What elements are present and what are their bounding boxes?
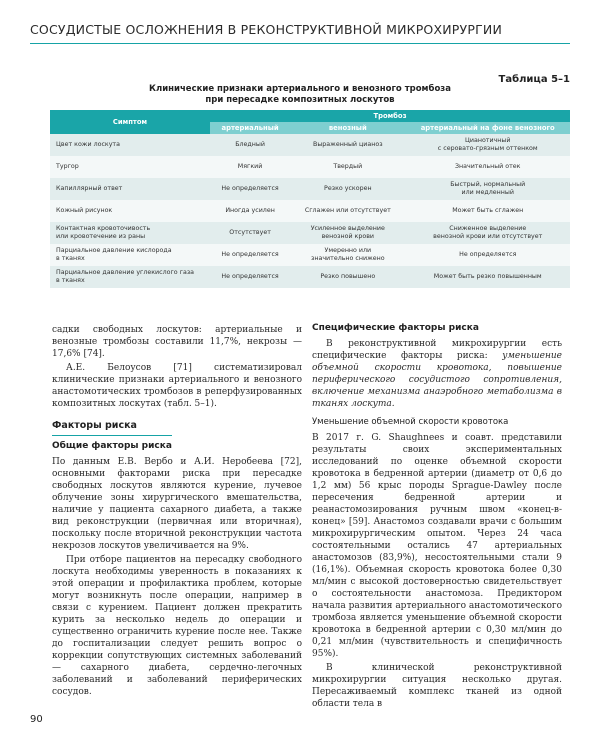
right-column: [312, 318, 562, 712]
table-row: [50, 178, 570, 200]
paragraph: В 2017 г. G. Shaughnees и соавт. представили результаты своих экспериментальных исследований по оценке объемной скорости кровотока в бедренной артерии (диаметр от 0,6 до 1,2 мм) 56 крыс породы Sprague-Dawley после пересечения бедренной артерии и реанастомозирования ручным швом «конец-в-конец» [59]. Анастомоз создавали врачи с большим микрохирургическим опытом. Через 24 часа состоятельными остались 47 артериальных анастомозов (83,9%), несостоятельными стали 9 (16,1%). Объемная скорость кровотока более 0,30 мл/мин с высокой достоверностью свидетельствует о состоятельности анастомоза. Предиктором начала развития артериального анастомотического тромбоза является уменьшение объемной скорости кровотока в бедренной артерии с 0,30 мл/мин до 0,21 мл/мин (чувствительность и специфичность 95%).: [312, 433, 562, 659]
subsection-heading: Специфические факторы риска: [312, 323, 479, 333]
paragraph: А.Е. Белоусов [71] систематизировал клинические признаки артериального и венозного анастомотических тромбозов в реперфузированных композитных лоскутах (табл. 5–1).: [52, 363, 302, 409]
cell-symptom: Тургор: [50, 156, 210, 178]
section-heading: Факторы риска: [52, 420, 137, 431]
cell-arterial-venous: Не определяется: [405, 244, 570, 266]
paragraph: В клинической реконструктивной микрохирургии ситуация несколько другая. Пересаживаемый комплекс тканей из одной области тела в: [312, 663, 562, 709]
cell-symptom: Кожный рисунок: [50, 200, 210, 222]
cell-arterial: Отсутствует: [210, 222, 290, 244]
table-row: [50, 156, 570, 178]
cell-arterial: Иногда усилен: [210, 200, 290, 222]
table-row: [50, 134, 570, 156]
table-label: Таблица 5–1: [498, 74, 570, 85]
cell-venous: Выраженный цианоз: [290, 134, 405, 156]
paragraph-emphasis: уменьшение объемной скорости кровотока, повышение периферического сосудистого сопротивления, включение механизма анаэробного метаболизма в тканях лоскута.: [312, 351, 562, 409]
paragraph: При отборе пациентов на пересадку свободного лоскута необходимы уверенность в показаниях к этой операции и профилактика проблем, которые могут возникнуть после операции, например в связи с курением. Пациент должен прекратить курить за несколько недель до операции и существенно ограничить курение после нее. Также до госпитализации следует решить вопрос о коррекции сопутствующих системных заболеваний — сахарного диабета, сердечно-легочных заболеваний и заболеваний периферических сосудов.: [52, 555, 302, 697]
cell-venous: Твердый: [290, 156, 405, 178]
header-divider: [30, 43, 570, 44]
table-row: [50, 244, 570, 266]
cell-venous: Умеренно или значительно снижено: [290, 244, 405, 266]
cell-arterial: Не определяется: [210, 178, 290, 200]
cell-arterial-venous: Быстрый, нормальный или медленный: [405, 178, 570, 200]
heading-rule: [52, 435, 172, 436]
cell-arterial: Не определяется: [210, 244, 290, 266]
header-thrombosis: Тромбоз: [210, 110, 570, 122]
cell-symptom: Цвет кожи лоскута: [50, 134, 210, 156]
cell-arterial-venous: Может быть резко повышенным: [405, 266, 570, 288]
thrombosis-signs-table: [50, 110, 570, 288]
cell-venous: Резко повышено: [290, 266, 405, 288]
table-title: [0, 84, 600, 106]
cell-arterial: Бледный: [210, 134, 290, 156]
paragraph: [312, 338, 562, 410]
cell-venous: Усиленное выделение венозной крови: [290, 222, 405, 244]
cell-arterial-venous: Сниженное выделение венозной крови или отсутствует: [405, 222, 570, 244]
header-venous: венозный: [290, 122, 405, 134]
cell-symptom: Капиллярный ответ: [50, 178, 210, 200]
paragraph: садки свободных лоскутов: артериальные и венозные тромбозы составили 11,7%, некрозы — 17,6% [74].: [52, 325, 302, 359]
cell-arterial-venous: Может быть сглажен: [405, 200, 570, 222]
page-number: 90: [30, 714, 43, 725]
cell-venous: Сглажен или отсутствует: [290, 200, 405, 222]
subsection-heading: Общие факторы риска: [52, 441, 172, 451]
table-title-line-1: Клинические признаки артериального и венозного тромбоза: [149, 84, 451, 94]
table-row: [50, 200, 570, 222]
cell-symptom: Контактная кровоточивость или кровотечение из раны: [50, 222, 210, 244]
table-title-line-2: при пересадке композитных лоскутов: [205, 95, 395, 105]
subsubsection-heading: Уменьшение объемной скорости кровотока: [312, 417, 509, 427]
cell-symptom: Парциальное давление кислорода в тканях: [50, 244, 210, 266]
table-row: [50, 266, 570, 288]
running-header-title: СОСУДИСТЫЕ ОСЛОЖНЕНИЯ В РЕКОНСТРУКТИВНОЙ МИКРОХИРУРГИИ: [30, 22, 502, 37]
header-arterial-venous: артериальный на фоне венозного: [405, 122, 570, 134]
cell-venous: Резко ускорен: [290, 178, 405, 200]
left-column: [52, 324, 302, 700]
cell-arterial: Не определяется: [210, 266, 290, 288]
paragraph-text: В реконструктивной микрохирургии есть специфические факторы риска:: [312, 339, 562, 361]
table-row: [50, 222, 570, 244]
paragraph: По данным Е.В. Вербо и А.И. Неробеева [72], основными факторами риска при пересадке свободных лоскутов являются курение, лучевое облучение зоны хирургического вмешательства, наличие у пациента сахарного диабета, а также вид реконструкции (первичная или вторичная), поскольку после вторичной реконструкции частота некрозов лоскутов увеличивается на 9%.: [52, 457, 302, 551]
cell-arterial-venous: Значительный отек: [405, 156, 570, 178]
cell-arterial: Мягкий: [210, 156, 290, 178]
header-arterial: артериальный: [210, 122, 290, 134]
cell-arterial-venous: Цианотичный с серовато-грязным оттенком: [405, 134, 570, 156]
running-header: [30, 22, 570, 44]
header-symptom: Симптом: [50, 110, 210, 134]
cell-symptom: Парциальное давление углекислого газа в тканях: [50, 266, 210, 288]
